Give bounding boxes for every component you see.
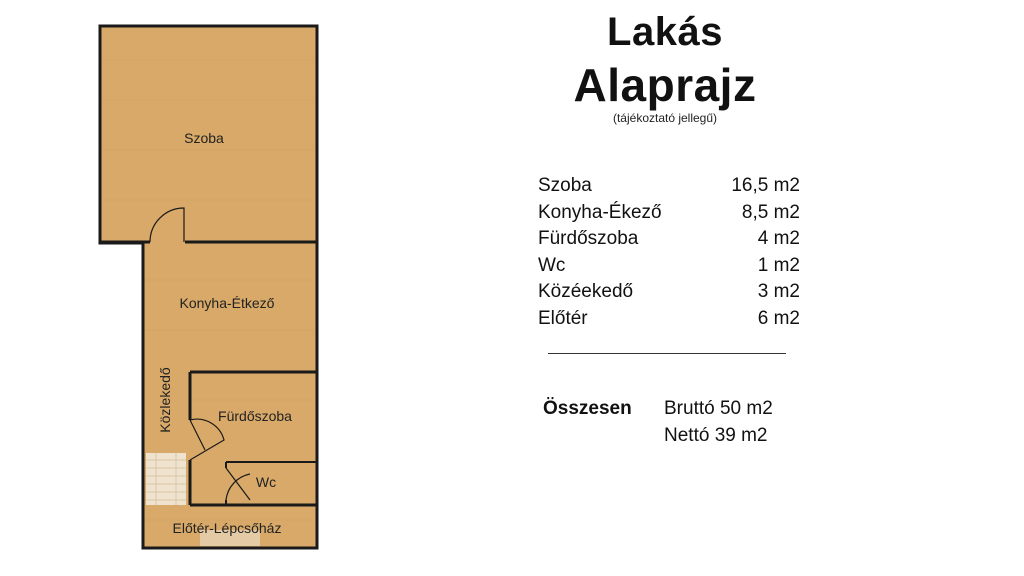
area-row [538, 253, 800, 280]
divider-line [548, 353, 786, 354]
room-label-wc: Wc [255, 474, 277, 490]
area-row [538, 279, 800, 306]
floor-area [100, 26, 317, 548]
area-value: 16,5 m2 [731, 175, 800, 196]
room-label-kozlekedo: Közlekedő [157, 367, 173, 433]
totals-net: Nettó 39 m2 [664, 425, 768, 446]
area-name: Konyha-Ékező [538, 201, 662, 223]
totals-label: Összesen [543, 398, 632, 419]
area-row [538, 173, 800, 200]
area-row [538, 226, 800, 253]
area-value: 4 m2 [757, 228, 800, 249]
title-line1: Lakás [607, 10, 723, 54]
title-line2: Alaprajz [573, 59, 757, 111]
subtitle: (tájékoztató jellegű) [612, 111, 718, 125]
area-row [538, 200, 800, 227]
totals-gross: Bruttó 50 m2 [664, 398, 773, 419]
room-label-eloter: Előtér-Lépcsőház [172, 520, 282, 536]
room-label-furdo: Fürdőszoba [218, 408, 292, 424]
area-name: Wc [538, 254, 566, 276]
area-row [538, 306, 800, 333]
floor-plan [0, 0, 340, 576]
room-label-konyha: Konyha-Étkező [179, 295, 275, 311]
area-name: Fürdőszoba [538, 228, 639, 249]
area-value: 6 m2 [757, 307, 800, 329]
area-value: 3 m2 [757, 281, 800, 302]
room-label-szoba: Szoba [184, 130, 224, 146]
area-list [538, 173, 800, 332]
area-name: Közéekedő [538, 281, 634, 302]
area-value: 8,5 m2 [741, 201, 800, 223]
area-name: Szoba [538, 175, 592, 196]
area-value: 1 m2 [757, 254, 800, 276]
area-name: Előtér [538, 307, 588, 329]
